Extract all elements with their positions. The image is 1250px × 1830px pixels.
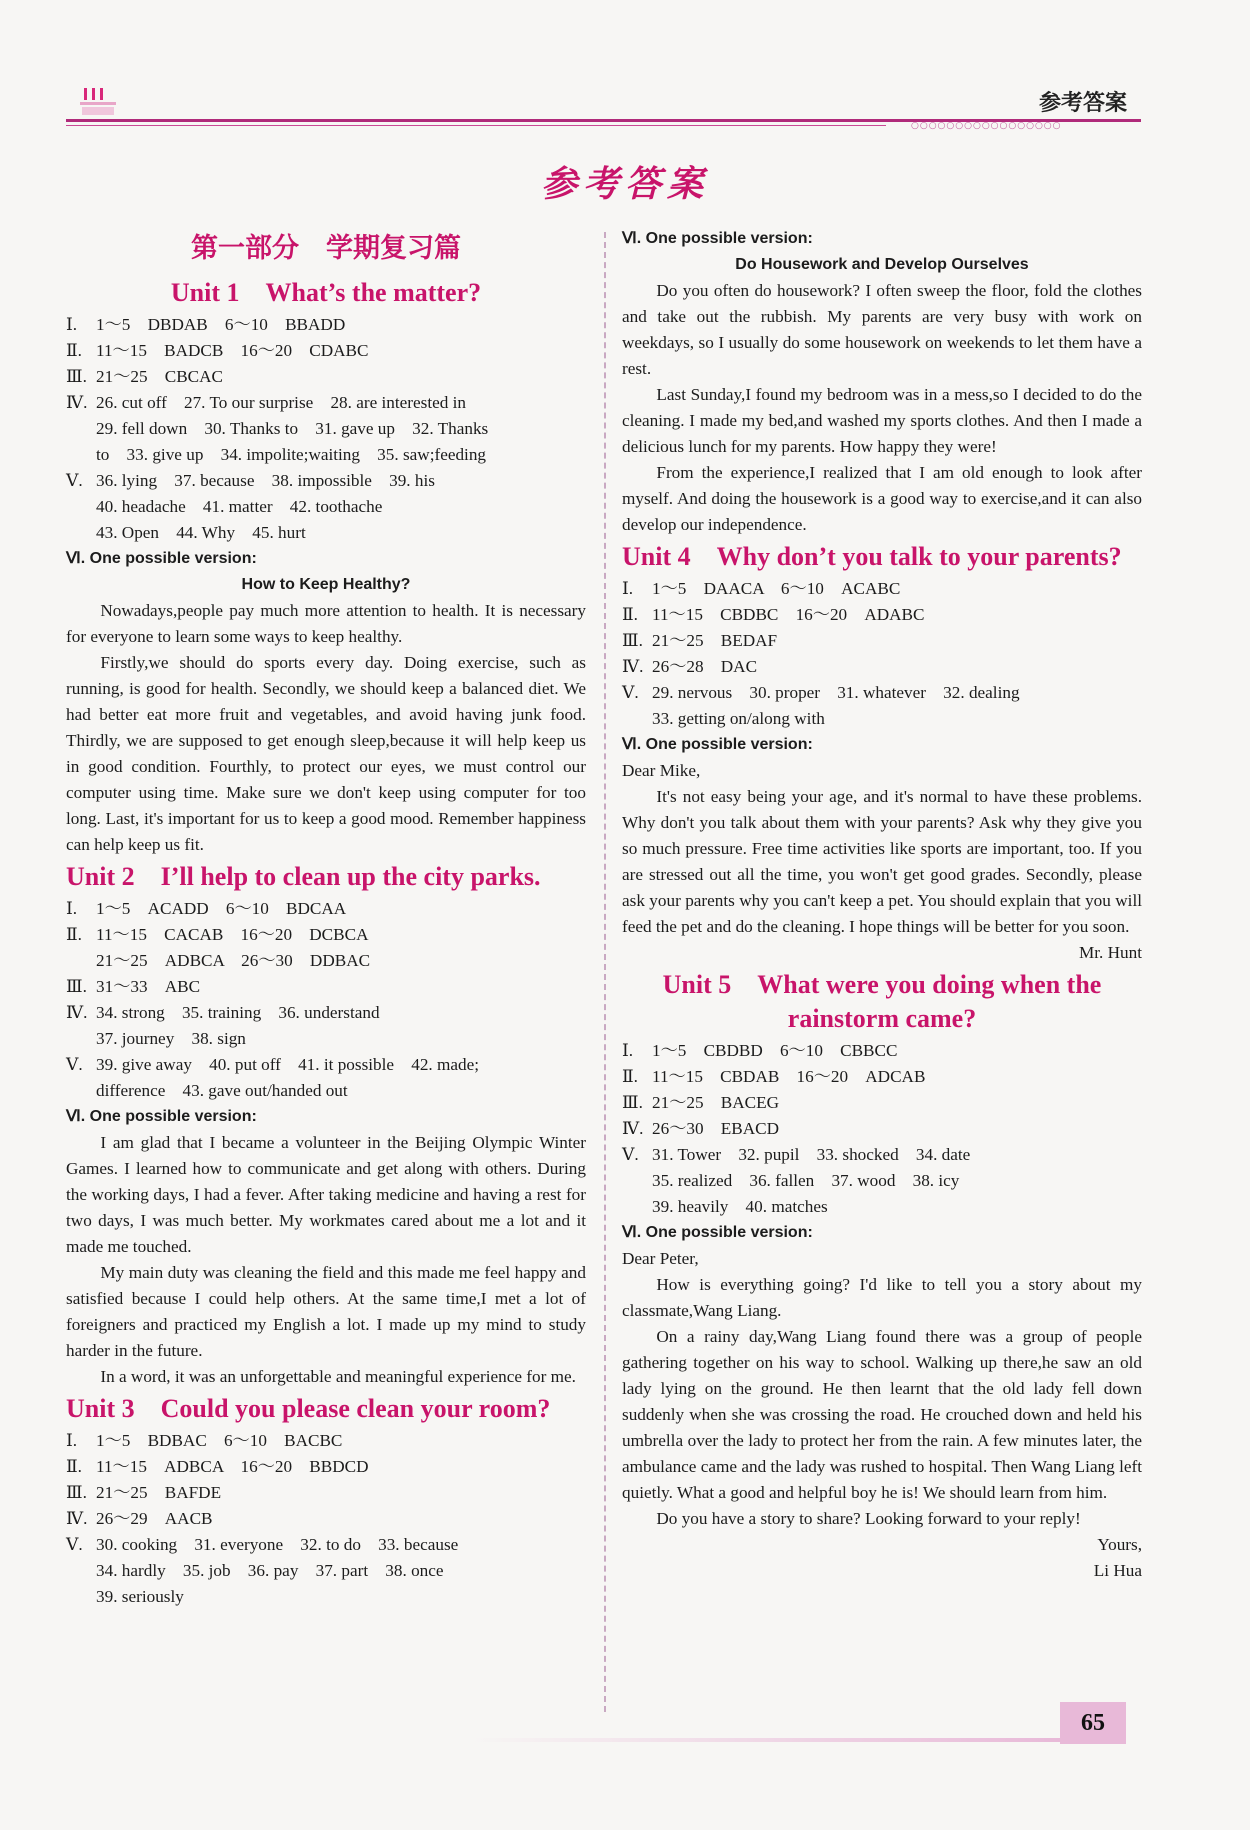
answer-line: 33. getting on/along with (652, 709, 825, 728)
header-logo-icon (80, 82, 126, 118)
essay-paragraph: Firstly,we should do sports every day. Doing exercise, such as running, is good for health. Secondly, we should keep a balanced diet. We had better eat more fruit and vegetables, and avoid having junk food. Thirdly, we are supposed to get enough sleep,because it will help keep us in good condition. Fourthly, to protect our eyes, we must control our computer using time. Make sure we don't keep using computer for too long. Last, it's important for us to keep a good mood. Remember happiness can help keep us fit. (66, 653, 586, 854)
column-divider (604, 232, 606, 1712)
version-label: Ⅵ. One possible version: (622, 736, 813, 753)
letter-paragraph: It's not easy being your age, and it's normal to have these problems. Why don't you talk about them with your parents? Ask why they give you so much pressure. Free time activities like sports are important, too. If you are stressed out all the time, you won't get good grades. Secondly, please ask your parents why you can't keep a pet. You should explain that you will feed the pet and do the cleaning. I hope things will be better for you soon. (622, 787, 1142, 936)
unit4-title: Unit 4 Why don’t you talk to your parents? (622, 542, 1122, 571)
answer-line: Ⅳ. 26～29 AACB (66, 1509, 213, 1528)
answer-line: to 33. give up 34. impolite;waiting 35. saw;feeding (96, 445, 487, 464)
unit3-answers (66, 1428, 586, 1610)
answer-line: Ⅱ. 11～15 BADCB 16～20 CDABC (66, 341, 369, 360)
header-rule-thin (66, 125, 886, 126)
answer-line: Ⅴ. 39. give away 40. put off 41. it possible 42. made; (66, 1055, 480, 1074)
answer-line: difference 43. gave out/handed out (96, 1081, 348, 1100)
letter-signature: Mr. Hunt (1078, 943, 1142, 962)
letter-paragraph: Do you have a story to share? Looking forward to your reply! (656, 1509, 1081, 1528)
answer-line: Ⅴ. 36. lying 37. because 38. impossible 39. his (66, 471, 435, 490)
letter-signature: Li Hua (1093, 1561, 1142, 1580)
essay-title: How to Keep Healthy? (241, 576, 411, 593)
unit5-title (622, 968, 1142, 1036)
answer-line: Ⅱ. 11～15 CBDAB 16～20 ADCAB (622, 1067, 926, 1086)
part-title: 第一部分 学期复习篇 (191, 233, 461, 264)
header-label: 参考答案 (1038, 91, 1127, 116)
footer-bar (470, 1738, 1060, 1742)
answer-line: Ⅲ. 21～25 BAFDE (66, 1483, 222, 1502)
page-header (66, 82, 1141, 131)
answer-line: 40. headache 41. matter 42. toothache (96, 497, 383, 516)
answer-line: Ⅳ. 26. cut off 27. To our surprise 28. are interested in (66, 393, 467, 412)
answer-line: 39. seriously (96, 1587, 184, 1606)
essay-paragraph: My main duty was cleaning the field and this made me feel happy and satisfied because I could help others. At the same time,I met a lot of foreigners and practiced my English a lot. I made up my mind to study harder in the future. (66, 1263, 586, 1360)
answer-line: Ⅰ. 1～5 CBDBD 6～10 CBBCC (622, 1041, 898, 1060)
answer-line: Ⅰ. 1～5 BDBAC 6～10 BACBC (66, 1431, 343, 1450)
unit2-answers (66, 896, 586, 1104)
answer-line: 35. realized 36. fallen 37. wood 38. icy (652, 1171, 960, 1190)
essay-title: Do Housework and Develop Ourselves (735, 256, 1029, 273)
unit3-title: Unit 3 Could you please clean your room? (66, 1394, 551, 1423)
answer-line: Ⅰ. 1～5 DBDAB 6～10 BBADD (66, 315, 346, 334)
version-label: Ⅵ. One possible version: (622, 230, 813, 247)
answer-line: Ⅴ. 31. Tower 32. pupil 33. shocked 34. date (622, 1145, 971, 1164)
letter-greeting: Dear Peter, (622, 1249, 699, 1268)
answer-line: Ⅰ. 1～5 ACADD 6～10 BDCAA (66, 899, 347, 918)
answer-line: 39. heavily 40. matches (652, 1197, 828, 1216)
answer-line: Ⅲ. 21～25 BEDAF (622, 631, 778, 650)
answer-line: Ⅰ. 1～5 DAACA 6～10 ACABC (622, 579, 901, 598)
unit5-answers (622, 1038, 1142, 1220)
unit2-title: Unit 2 I’ll help to clean up the city parks. (66, 862, 541, 891)
unit1-answers (66, 312, 586, 546)
answer-line: Ⅱ. 11～15 CACAB 16～20 DCBCA (66, 925, 369, 944)
letter-paragraph: On a rainy day,Wang Liang found there was a group of people gathering together on his way to school. Walking up there,he saw an old lady lying on the ground. He then learnt that the old lady fell down suddenly when she was crossing the road. He crouched down and held his umbrella over the lady to protect her from the rain. A few minutes later, the ambulance came and the lady was rushed to hospital. Then Wang Liang left quietly. What a good and helpful boy he is! We should learn from him. (622, 1327, 1142, 1502)
answer-line: Ⅳ. 26～28 DAC (622, 657, 758, 676)
answer-line: Ⅴ. 30. cooking 31. everyone 32. to do 33. because (66, 1535, 459, 1554)
unit4-answers (622, 576, 1142, 732)
unit5-title-line2: rainstorm came? (787, 1004, 977, 1033)
answer-line: Ⅲ. 21～25 BACEG (622, 1093, 780, 1112)
version-label: Ⅵ. One possible version: (622, 1224, 813, 1241)
version-label: Ⅵ. One possible version: (66, 1108, 257, 1125)
answer-line: Ⅴ. 29. nervous 30. proper 31. whatever 32. dealing (622, 683, 1020, 702)
letter-paragraph: How is everything going? I'd like to tell you a story about my classmate,Wang Liang. (622, 1275, 1142, 1320)
essay-paragraph: Nowadays,people pay much more attention to health. It is necessary for everyone to learn some ways to keep healthy. (66, 601, 586, 646)
answer-line: Ⅳ. 34. strong 35. training 36. understand (66, 1003, 380, 1022)
answer-line: 37. journey 38. sign (96, 1029, 246, 1048)
letter-greeting: Dear Mike, (622, 761, 701, 780)
essay-paragraph: Do you often do housework? I often sweep the floor, fold the clothes and take out the rubbish. My parents are very busy with work on weekdays, so I usually do some housework on weekends to let them have a rest. (622, 281, 1142, 378)
answer-line: Ⅱ. 11～15 ADBCA 16～20 BBDCD (66, 1457, 369, 1476)
answer-line: 43. Open 44. Why 45. hurt (96, 523, 306, 542)
unit5-title-line1: Unit 5 What were you doing when the (662, 970, 1102, 999)
answer-line: Ⅳ. 26～30 EBACD (622, 1119, 780, 1138)
essay-paragraph: From the experience,I realized that I am old enough to look after myself. And doing the housework is a good way to exercise,and it can also develop our independence. (622, 463, 1142, 534)
page-title: 参考答案 (540, 163, 709, 205)
letter-closing: Yours, (1097, 1535, 1142, 1554)
answer-line: Ⅱ. 11～15 CBDBC 16～20 ADABC (622, 605, 925, 624)
essay-paragraph: I am glad that I became a volunteer in the Beijing Olympic Winter Games. I learned how to communicate and get along with others. During the working days, I had a fever. After taking medicine and having a rest for two days, I was much better. My workmates cared about me a lot and it made me touched. (66, 1133, 586, 1256)
essay-paragraph: Last Sunday,I found my bedroom was in a mess,so I decided to do the cleaning. I made my bed,and washed my sports clothes. And then I made a delicious lunch for my parents. How happy they were! (622, 385, 1142, 456)
answer-line: 29. fell down 30. Thanks to 31. gave up 32. Thanks (96, 419, 489, 438)
answer-line: Ⅲ. 31～33 ABC (66, 977, 201, 996)
essay-paragraph: In a word, it was an unforgettable and meaningful experience for me. (100, 1367, 576, 1386)
answer-line: 34. hardly 35. job 36. pay 37. part 38. once (96, 1561, 444, 1580)
header-dots-decoration: ○○○○○○○○○○○○○○○○○ (911, 121, 1062, 131)
page-number: 65 (1060, 1702, 1126, 1744)
unit1-title: Unit 1 What’s the matter? (170, 278, 482, 307)
answer-line: Ⅲ. 21～25 CBCAC (66, 367, 224, 386)
left-column (66, 220, 586, 1610)
version-label: Ⅵ. One possible version: (66, 550, 257, 567)
answer-line: 21～25 ADBCA 26～30 DDBAC (96, 951, 371, 970)
right-column (622, 226, 1142, 1584)
